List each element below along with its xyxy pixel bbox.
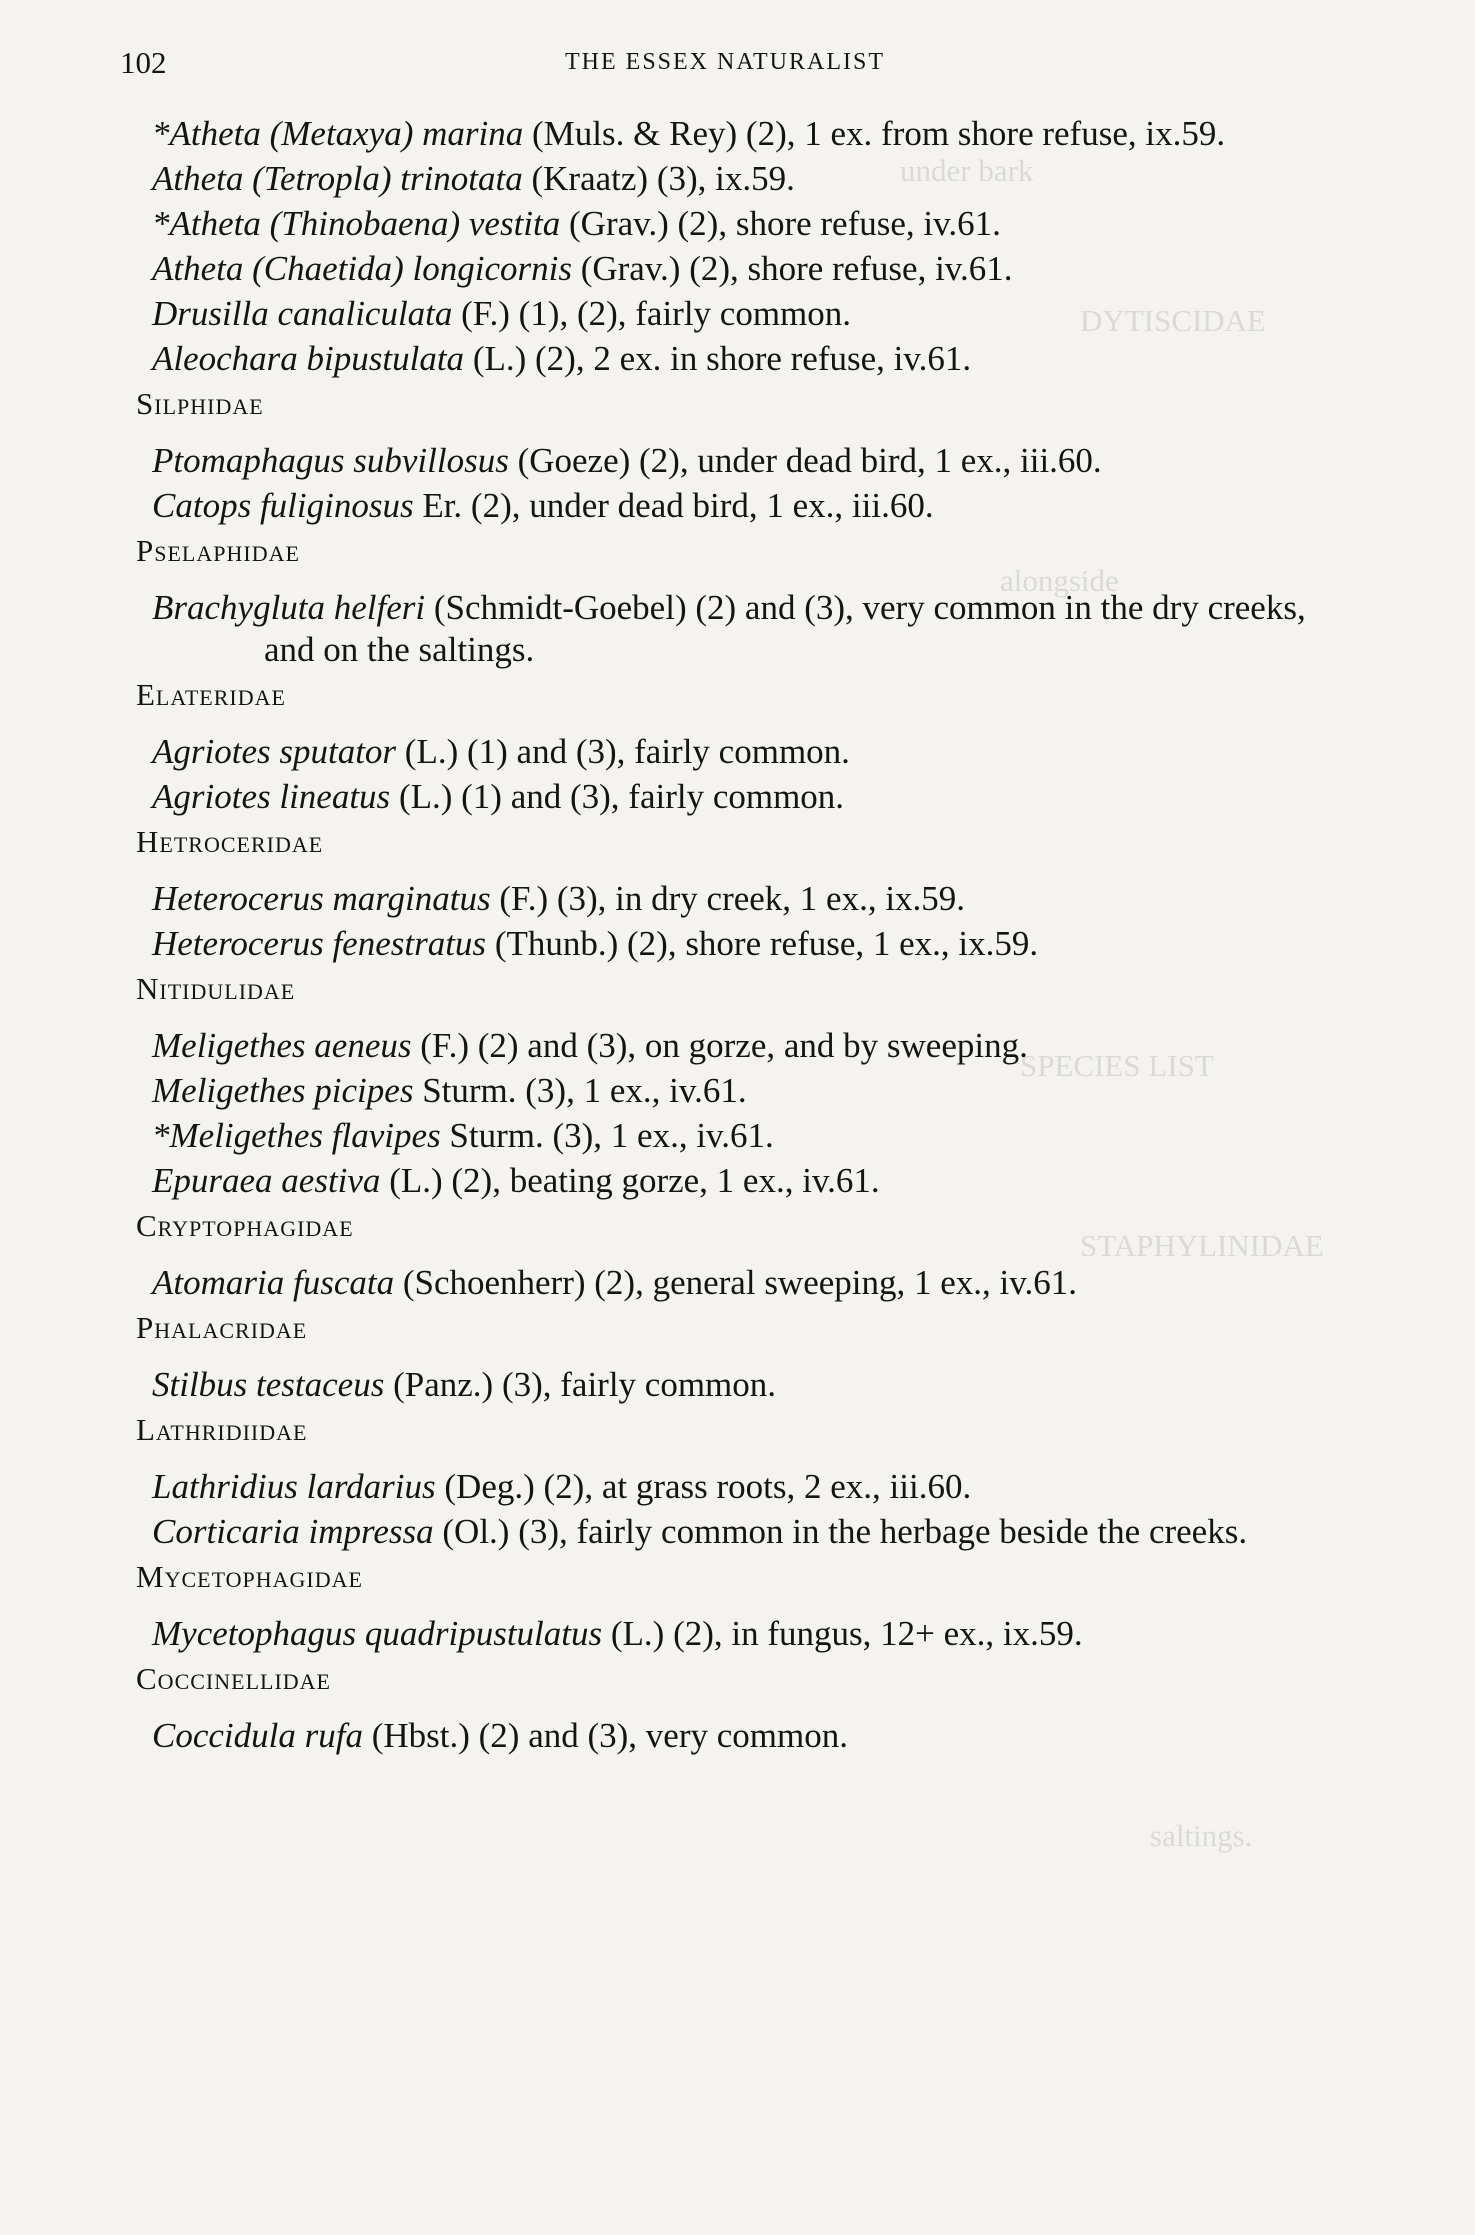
species-name: Atheta (Tetropla) trinotata: [152, 159, 523, 198]
species-entry: [152, 293, 1363, 335]
record-details: (Goeze) (2), under dead bird, 1 ex., iii.60.: [508, 441, 1102, 480]
record-details: (F.) (1), (2), fairly common.: [452, 294, 852, 333]
record-details: (L.) (2), beating gorze, 1 ex., iv.61.: [380, 1161, 880, 1200]
species-name: *Atheta (Metaxya) marina: [152, 114, 524, 153]
record-details: (Kraatz) (3), ix.59.: [522, 159, 795, 198]
species-entry: [152, 1025, 1363, 1067]
family-section: [136, 1658, 1363, 1757]
record-details: (L.) (1) and (3), fairly common.: [390, 777, 845, 816]
record-details: Sturm. (3), 1 ex., iv.61.: [413, 1071, 747, 1110]
family-heading: Silphidae: [136, 386, 264, 421]
record-details: (Thunb.) (2), shore refuse, 1 ex., ix.59.: [486, 924, 1039, 963]
species-entry: [152, 1466, 1363, 1508]
species-name: Agriotes lineatus: [152, 777, 391, 816]
species-entry: [152, 1715, 1363, 1757]
record-details: (Muls. & Rey) (2), 1 ex. from shore refuse, ix.59.: [523, 114, 1226, 153]
species-entry: [152, 776, 1363, 818]
species-name: Heterocerus fenestratus: [152, 924, 487, 963]
species-name: Coccidula rufa: [152, 1716, 363, 1755]
species-entry: [152, 1613, 1363, 1655]
species-name: Agriotes sputator: [152, 732, 397, 771]
record-details: (Schmidt-Goebel) (2) and (3), very common in the dry creeks, and on the saltings.: [264, 588, 1306, 669]
species-name: Mycetophagus quadripustulatus: [152, 1614, 603, 1653]
species-entry: [152, 485, 1363, 527]
page-number: 102: [120, 45, 167, 80]
family-section: [136, 968, 1363, 1202]
record-details: (Panz.) (3), fairly common.: [384, 1365, 777, 1404]
species-entry: [152, 1364, 1363, 1406]
family-section: [136, 383, 1363, 527]
record-details: (Deg.) (2), at grass roots, 2 ex., iii.60.: [435, 1467, 972, 1506]
family-heading: Mycetophagidae: [136, 1559, 363, 1594]
record-details: Sturm. (3), 1 ex., iv.61.: [440, 1116, 774, 1155]
record-details: (F.) (3), in dry creek, 1 ex., ix.59.: [490, 879, 966, 918]
species-name: Corticaria impressa: [152, 1512, 434, 1551]
journal-title: THE ESSEX NATURALIST: [565, 49, 885, 75]
species-entry: [152, 1160, 1363, 1202]
family-heading: Coccinellidae: [136, 1661, 331, 1696]
species-name: Heterocerus marginatus: [152, 879, 491, 918]
record-details: (Schoenherr) (2), general sweeping, 1 ex., iv.61.: [394, 1263, 1077, 1302]
family-heading: Pselaphidae: [136, 533, 300, 568]
species-entry: [152, 158, 1363, 200]
species-entry: [152, 440, 1363, 482]
record-details: (F.) (2) and (3), on gorze, and by sweeping.: [411, 1026, 1028, 1065]
species-list: [136, 113, 1363, 1760]
family-heading: Lathridiidae: [136, 1412, 308, 1447]
species-name: Meligethes picipes: [152, 1071, 414, 1110]
species-name: Brachygluta helferi: [152, 588, 426, 627]
family-section: [136, 1409, 1363, 1553]
species-name: *Meligethes flavipes: [152, 1116, 441, 1155]
species-name: Meligethes aeneus: [152, 1026, 412, 1065]
species-name: Epuraea aestiva: [152, 1161, 381, 1200]
record-details: Er. (2), under dead bird, 1 ex., iii.60.: [413, 486, 934, 525]
record-details: (L.) (1) and (3), fairly common.: [396, 732, 850, 771]
species-entry: [152, 1511, 1363, 1553]
species-entry: [152, 113, 1363, 155]
family-section: [136, 674, 1363, 818]
record-details: (Ol.) (3), fairly common in the herbage beside the creeks.: [433, 1512, 1248, 1551]
record-details: (L.) (2), 2 ex. in shore refuse, iv.61.: [464, 339, 972, 378]
family-section: [148, 113, 1363, 380]
family-section: [136, 530, 1363, 671]
family-heading: Cryptophagidae: [136, 1208, 354, 1243]
species-entry: [152, 338, 1363, 380]
species-entry: [152, 923, 1363, 965]
page-header: [120, 45, 1330, 95]
family-section: [136, 821, 1363, 965]
family-section: [136, 1205, 1363, 1304]
family-heading: Nitidulidae: [136, 971, 296, 1006]
species-entry: [152, 1115, 1363, 1157]
species-entry: [152, 878, 1363, 920]
species-name: Drusilla canaliculata: [152, 294, 453, 333]
show-through-text: under bark DYTISCIDAE alongside SPECIES LIST STAPHYLINIDAE saltings.: [900, 153, 1324, 1853]
species-entry: [152, 203, 1363, 245]
species-name: Lathridius lardarius: [152, 1467, 436, 1506]
record-details: (Grav.) (2), shore refuse, iv.61.: [560, 204, 1001, 243]
species-name: Aleochara bipustulata: [152, 339, 465, 378]
family-heading: Hetroceridae: [136, 824, 324, 859]
species-entry: [152, 587, 1363, 671]
species-name: Atomaria fuscata: [152, 1263, 395, 1302]
species-name: Atheta (Chaetida) longicornis: [152, 249, 572, 288]
species-name: Catops fuliginosus: [152, 486, 414, 525]
family-heading: Elateridae: [136, 677, 286, 712]
family-heading: Phalacridae: [136, 1310, 308, 1345]
species-entry: [152, 1262, 1363, 1304]
species-name: *Atheta (Thinobaena) vestita: [152, 204, 561, 243]
family-section: [136, 1307, 1363, 1406]
species-name: Ptomaphagus subvillosus: [152, 441, 509, 480]
species-entry: [152, 1070, 1363, 1112]
species-name: Stilbus testaceus: [152, 1365, 385, 1404]
family-section: [136, 1556, 1363, 1655]
species-entry: [152, 248, 1363, 290]
record-details: (L.) (2), in fungus, 12+ ex., ix.59.: [602, 1614, 1083, 1653]
record-details: (Hbst.) (2) and (3), very common.: [362, 1716, 848, 1755]
species-entry: [152, 731, 1363, 773]
record-details: (Grav.) (2), shore refuse, iv.61.: [571, 249, 1013, 288]
